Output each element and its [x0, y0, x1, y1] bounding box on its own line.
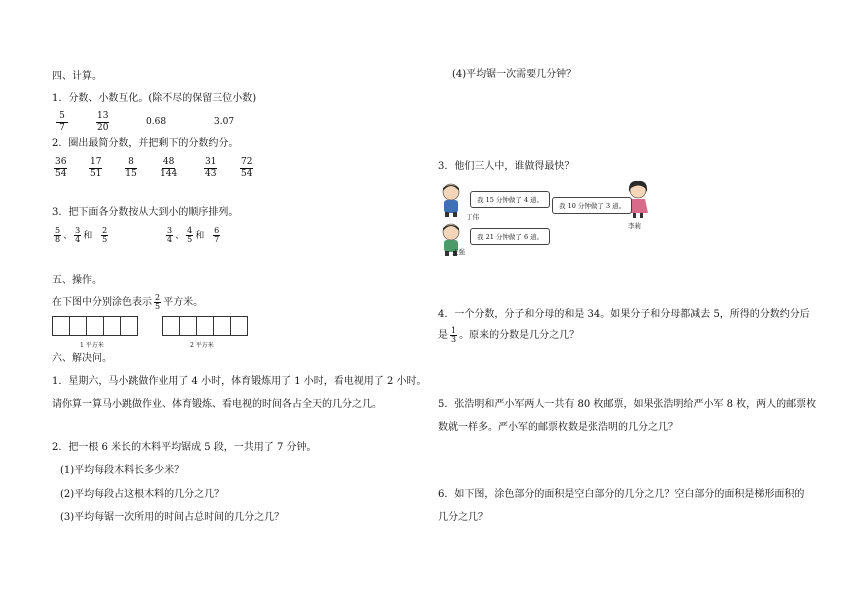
- name-lili: 李莉: [628, 222, 641, 230]
- section6-title: 六、解决问。: [52, 353, 112, 364]
- problem2-sub4: (4)平均锯一次需要几分钟？: [452, 69, 577, 80]
- q3-group-1: $\frac{5}{8}$ 、 $\frac{3}{4}$ 和 $\frac{2}{5}$: [55, 226, 108, 244]
- q2-instruction: 2．圈出最简分数，并把剩下的分数约分。: [52, 138, 239, 149]
- q3-group-2: $\frac{3}{4}$ 、 $\frac{4}{5}$ 和 $\frac{6}{7}$: [167, 226, 220, 244]
- problem2-sub1: (1)平均每段木料长多少米？: [60, 465, 185, 476]
- problem4-line2: 是 $\frac{1}{3}$ 。原来的分数是几分之几？: [438, 326, 580, 344]
- operation-instruction: 在下图中分别涂色表示 $\frac{2}{5}$ 平方米。: [52, 293, 204, 311]
- q2-fraction-1: $\frac{36}{54}$: [55, 157, 67, 179]
- name-dingwei: 丁伟: [466, 213, 479, 221]
- grid-2-caption: 2 平方米: [190, 342, 214, 349]
- q1-decimal-2: 3.07: [214, 117, 235, 127]
- section5-title: 五、操作。: [52, 275, 102, 286]
- speech-bubble-1: 我 15 分钟做了 4 道。: [470, 191, 550, 208]
- problem2-line: 2．把一根 6 米长的木料平均锯成 5 段，一共用了 7 分钟。: [52, 442, 317, 453]
- problem4-line1: 4．一个分数，分子和分母的和是 34。如果分子和分母都减去 5，所得的分数约分后: [438, 309, 810, 320]
- problem5-line1: 5．张浩明和严小军两人一共有 80 枚邮票，如果张浩明给严小军 8 枚，两人的邮票枚: [438, 399, 817, 410]
- grid-1-square-meter[interactable]: [53, 316, 138, 336]
- q1-fraction-1: $\frac{5}{7}$: [56, 112, 68, 133]
- speech-bubble-3: 我 21 分钟做了 6 道。: [470, 228, 550, 245]
- boy-dingwei-illustration: [438, 182, 464, 218]
- problem2-sub2: (2)平均每段占这根木料的几分之几？: [60, 489, 225, 500]
- q2-fraction-6: $\frac{72}{54}$: [241, 157, 253, 179]
- problem2-sub3: (3)平均每锯一次所用的时间占总时间的几分之几？: [60, 512, 285, 523]
- speech-bubble-2: 我 10 分钟做了 3 道。: [552, 197, 632, 214]
- problem5-line2: 数就一样多。严小军的邮票枚数是张浩明的几分之几？: [438, 422, 678, 433]
- q2-fraction-4: $\frac{48}{144}$: [160, 157, 178, 179]
- q2-fraction-3: $\frac{8}{15}$: [125, 157, 137, 179]
- name-wangqiang: 王强: [452, 248, 465, 256]
- q3-instruction: 3．把下面各分数按从大到小的顺序排列。: [52, 207, 239, 218]
- problem6-line1: 6．如下图，涂色部分的面积是空白部分的几分之几？空白部分的面积是梯形面积的: [438, 489, 805, 500]
- problem1-line1: 1．星期六，马小跳做作业用了 4 小时，体育锻炼用了 1 小时，看电视用了 2 小时。: [52, 376, 427, 387]
- problem6-line2: 几分之几？: [438, 512, 488, 523]
- q1-fraction-2: $\frac{13}{20}$: [97, 111, 109, 133]
- grid-2-square-meter[interactable]: [163, 316, 248, 336]
- section4-title: 四、计算。: [52, 71, 102, 82]
- q2-fraction-5: $\frac{31}{43}$: [205, 157, 217, 179]
- problem3-line: 3．他们三人中，谁做得最快？: [438, 161, 575, 172]
- problem1-line2: 请你算一算马小跳做作业、体育锻炼、看电视的时间各占全天的几分之几。: [52, 399, 382, 410]
- q1-decimal-1: 0.68: [146, 117, 167, 127]
- grid-1-caption: 1 平方米: [80, 342, 104, 349]
- q1-instruction: 1．分数、小数互化。(除不尽的保留三位小数): [52, 93, 257, 104]
- q2-fraction-2: $\frac{17}{51}$: [90, 157, 102, 179]
